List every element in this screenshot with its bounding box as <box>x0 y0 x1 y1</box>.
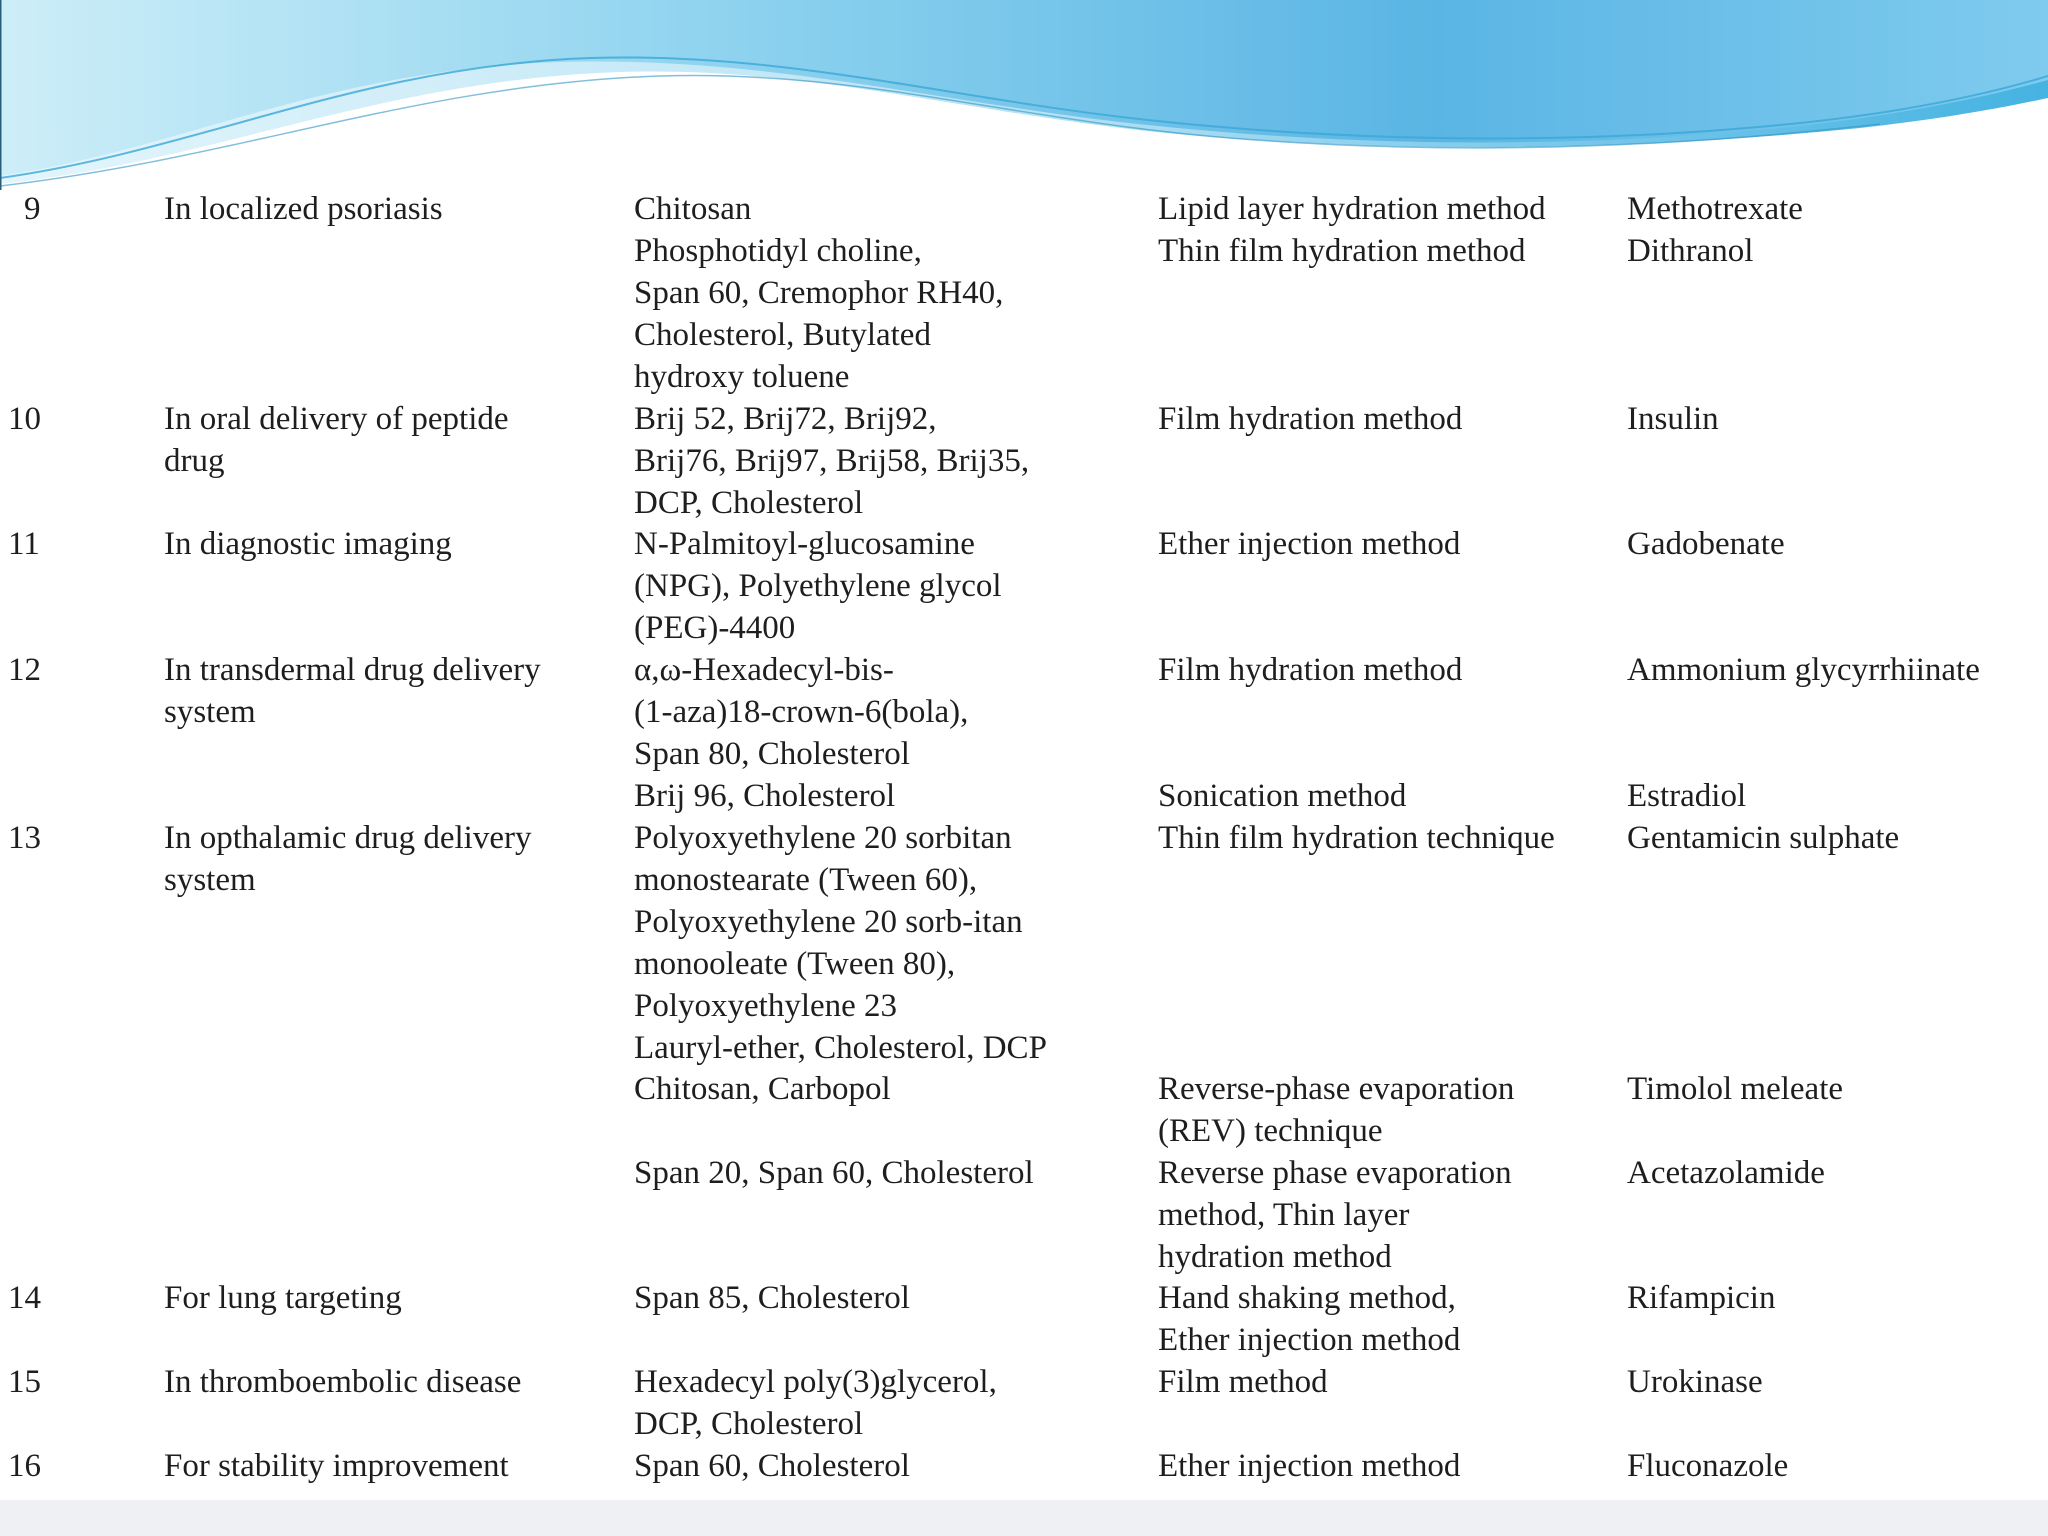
drug-cell-line: Estradiol <box>1627 777 1747 814</box>
application-cell <box>164 523 452 565</box>
application-cell-line: In localized psoriasis <box>164 191 443 227</box>
drug-cell <box>1627 1152 1825 1194</box>
method-cell <box>1158 1152 1512 1278</box>
composition-cell <box>634 817 1047 1069</box>
method-cell <box>1158 523 1460 565</box>
composition-cell-line: hydroxy toluene <box>634 359 850 395</box>
row-number-line: 14 <box>8 1280 41 1317</box>
application-cell-line: In oral delivery of peptide <box>164 400 509 437</box>
application-cell <box>164 817 531 901</box>
composition-cell-line: Brij76, Brij97, Brij58, Brij35, <box>634 442 1030 479</box>
method-cell <box>1158 817 1555 859</box>
drug-cell <box>1627 649 1980 691</box>
drug-cell <box>1627 1361 1763 1403</box>
composition-cell-line: Span 85, Cholesterol <box>634 1280 910 1317</box>
row-number-line: 9 <box>24 191 41 227</box>
drug-cell <box>1627 1277 1775 1319</box>
drug-cell-line: Gentamicin sulphate <box>1627 819 1900 856</box>
application-cell <box>164 1277 402 1319</box>
composition-cell-line: Chitosan <box>634 191 752 227</box>
drug-cell-line: Acetazolamide <box>1627 1154 1825 1191</box>
composition-cell-line: Brij 96, Cholesterol <box>634 777 896 814</box>
row-number <box>8 1277 41 1319</box>
drug-cell-line: Fluconazole <box>1627 1448 1789 1484</box>
application-cell-line: For stability improvement <box>164 1448 509 1484</box>
row-number <box>8 1445 41 1487</box>
composition-cell-line: Cholesterol, Butylated <box>634 317 931 353</box>
drug-cell <box>1627 398 1719 440</box>
application-cell-line: In transdermal drug delivery <box>164 651 541 688</box>
drug-cell-line: Urokinase <box>1627 1364 1763 1401</box>
composition-cell <box>634 1277 910 1319</box>
row-number-line: 16 <box>8 1448 41 1484</box>
bottom-strip <box>0 1500 2048 1536</box>
composition-cell-line: Hexadecyl poly(3)glycerol, <box>634 1364 997 1401</box>
composition-cell-line: Polyoxyethylene 20 sorbitan <box>634 819 1012 856</box>
method-cell-line: hydration method <box>1158 1238 1392 1275</box>
composition-cell-line: α,ω-Hexadecyl-bis- <box>634 651 894 688</box>
method-cell-line: Reverse phase evaporation <box>1158 1154 1512 1191</box>
application-cell <box>164 1445 509 1487</box>
row-number <box>8 649 41 691</box>
composition-cell <box>634 1152 1034 1194</box>
method-cell-line: (REV) technique <box>1158 1112 1383 1149</box>
composition-cell <box>634 1068 891 1110</box>
application-cell <box>164 398 509 482</box>
method-cell-line: Ether injection method <box>1158 526 1461 563</box>
application-cell-line: In opthalamic drug delivery <box>164 819 532 856</box>
composition-cell-line: Polyoxyethylene 20 sorb-itan <box>634 903 1023 940</box>
drug-cell <box>1627 1068 1843 1110</box>
composition-cell <box>634 188 1003 398</box>
composition-cell <box>634 398 1029 524</box>
method-cell <box>1158 1361 1328 1403</box>
application-cell <box>164 1361 521 1403</box>
composition-cell <box>634 523 1002 649</box>
method-cell <box>1158 1277 1460 1361</box>
composition-cell-line: Span 80, Cholesterol <box>634 735 910 772</box>
method-cell-line: method, Thin layer <box>1158 1196 1410 1233</box>
row-number-line: 15 <box>8 1364 41 1401</box>
drug-cell-line: Ammonium glycyrrhiinate <box>1627 651 1980 688</box>
method-cell-line: Sonication method <box>1158 777 1407 814</box>
row-number-line: 13 <box>8 819 41 856</box>
drug-cell <box>1627 817 1899 859</box>
composition-cell-line: Span 60, Cholesterol <box>634 1448 910 1484</box>
row-number <box>8 523 40 565</box>
composition-cell-line: DCP, Cholesterol <box>634 484 864 521</box>
method-cell-line: Ether injection method <box>1158 1322 1461 1359</box>
composition-cell <box>634 1361 997 1445</box>
application-cell-line: In diagnostic imaging <box>164 526 452 563</box>
method-cell-line: Film hydration method <box>1158 400 1463 437</box>
composition-cell <box>634 649 968 775</box>
method-cell-line: Thin film hydration method <box>1158 233 1526 269</box>
drug-cell <box>1627 523 1785 565</box>
row-number <box>8 398 41 440</box>
drug-cell-line: Dithranol <box>1627 233 1754 269</box>
composition-cell-line: Lauryl-ether, Cholesterol, DCP <box>634 1029 1047 1066</box>
composition-cell-line: Brij 52, Brij72, Brij92, <box>634 400 937 437</box>
method-cell-line: Ether injection method <box>1158 1448 1461 1484</box>
composition-cell-line: N-Palmitoyl-glucosamine <box>634 526 975 563</box>
application-cell-line: system <box>164 861 256 898</box>
method-cell <box>1158 649 1462 691</box>
row-number <box>8 1361 41 1403</box>
row-number <box>24 188 41 230</box>
composition-cell <box>634 1445 910 1487</box>
composition-cell-line: (PEG)-4400 <box>634 610 796 647</box>
row-number-line: 11 <box>8 526 40 563</box>
row-number-line: 10 <box>8 400 41 437</box>
composition-cell-line: monostearate (Tween 60), <box>634 861 978 898</box>
application-cell <box>164 188 443 230</box>
composition-cell-line: Polyoxyethylene 23 <box>634 987 898 1024</box>
composition-cell-line: Chitosan, Carbopol <box>634 1070 891 1107</box>
drug-cell-line: Rifampicin <box>1627 1280 1776 1317</box>
method-cell-line: Reverse-phase evaporation <box>1158 1070 1515 1107</box>
drug-cell <box>1627 1445 1788 1487</box>
method-cell <box>1158 1445 1460 1487</box>
method-cell-line: Film method <box>1158 1364 1328 1401</box>
composition-cell-line: (NPG), Polyethylene glycol <box>634 568 1002 605</box>
drug-cell-line: Insulin <box>1627 400 1719 437</box>
method-cell <box>1158 775 1406 817</box>
application-cell-line: drug <box>164 442 225 479</box>
composition-cell-line: (1-aza)18-crown-6(bola), <box>634 693 969 730</box>
drug-cell <box>1627 188 1803 272</box>
method-cell <box>1158 398 1462 440</box>
method-cell-line: Lipid layer hydration method <box>1158 191 1546 227</box>
composition-cell-line: Span 60, Cremophor RH40, <box>634 275 1004 311</box>
method-cell-line: Film hydration method <box>1158 651 1463 688</box>
method-cell <box>1158 188 1546 272</box>
row-number-line: 12 <box>8 651 41 688</box>
application-cell <box>164 649 541 733</box>
composition-cell <box>634 775 895 817</box>
application-cell-line: system <box>164 693 256 730</box>
drug-cell <box>1627 775 1746 817</box>
method-cell-line: Thin film hydration technique <box>1158 819 1555 856</box>
drug-cell-line: Gadobenate <box>1627 526 1785 563</box>
drug-cell-line: Timolol meleate <box>1627 1070 1844 1107</box>
row-number <box>8 817 41 859</box>
composition-cell-line: Phosphotidyl choline, <box>634 233 922 269</box>
composition-cell-line: Span 20, Span 60, Cholesterol <box>634 1154 1034 1191</box>
method-cell <box>1158 1068 1514 1152</box>
composition-cell-line: monooleate (Tween 80), <box>634 945 956 982</box>
drug-cell-line: Methotrexate <box>1627 191 1803 227</box>
application-cell-line: In thromboembolic disease <box>164 1364 522 1401</box>
method-cell-line: Hand shaking method, <box>1158 1280 1456 1317</box>
application-cell-line: For lung targeting <box>164 1280 402 1317</box>
composition-cell-line: DCP, Cholesterol <box>634 1406 864 1443</box>
